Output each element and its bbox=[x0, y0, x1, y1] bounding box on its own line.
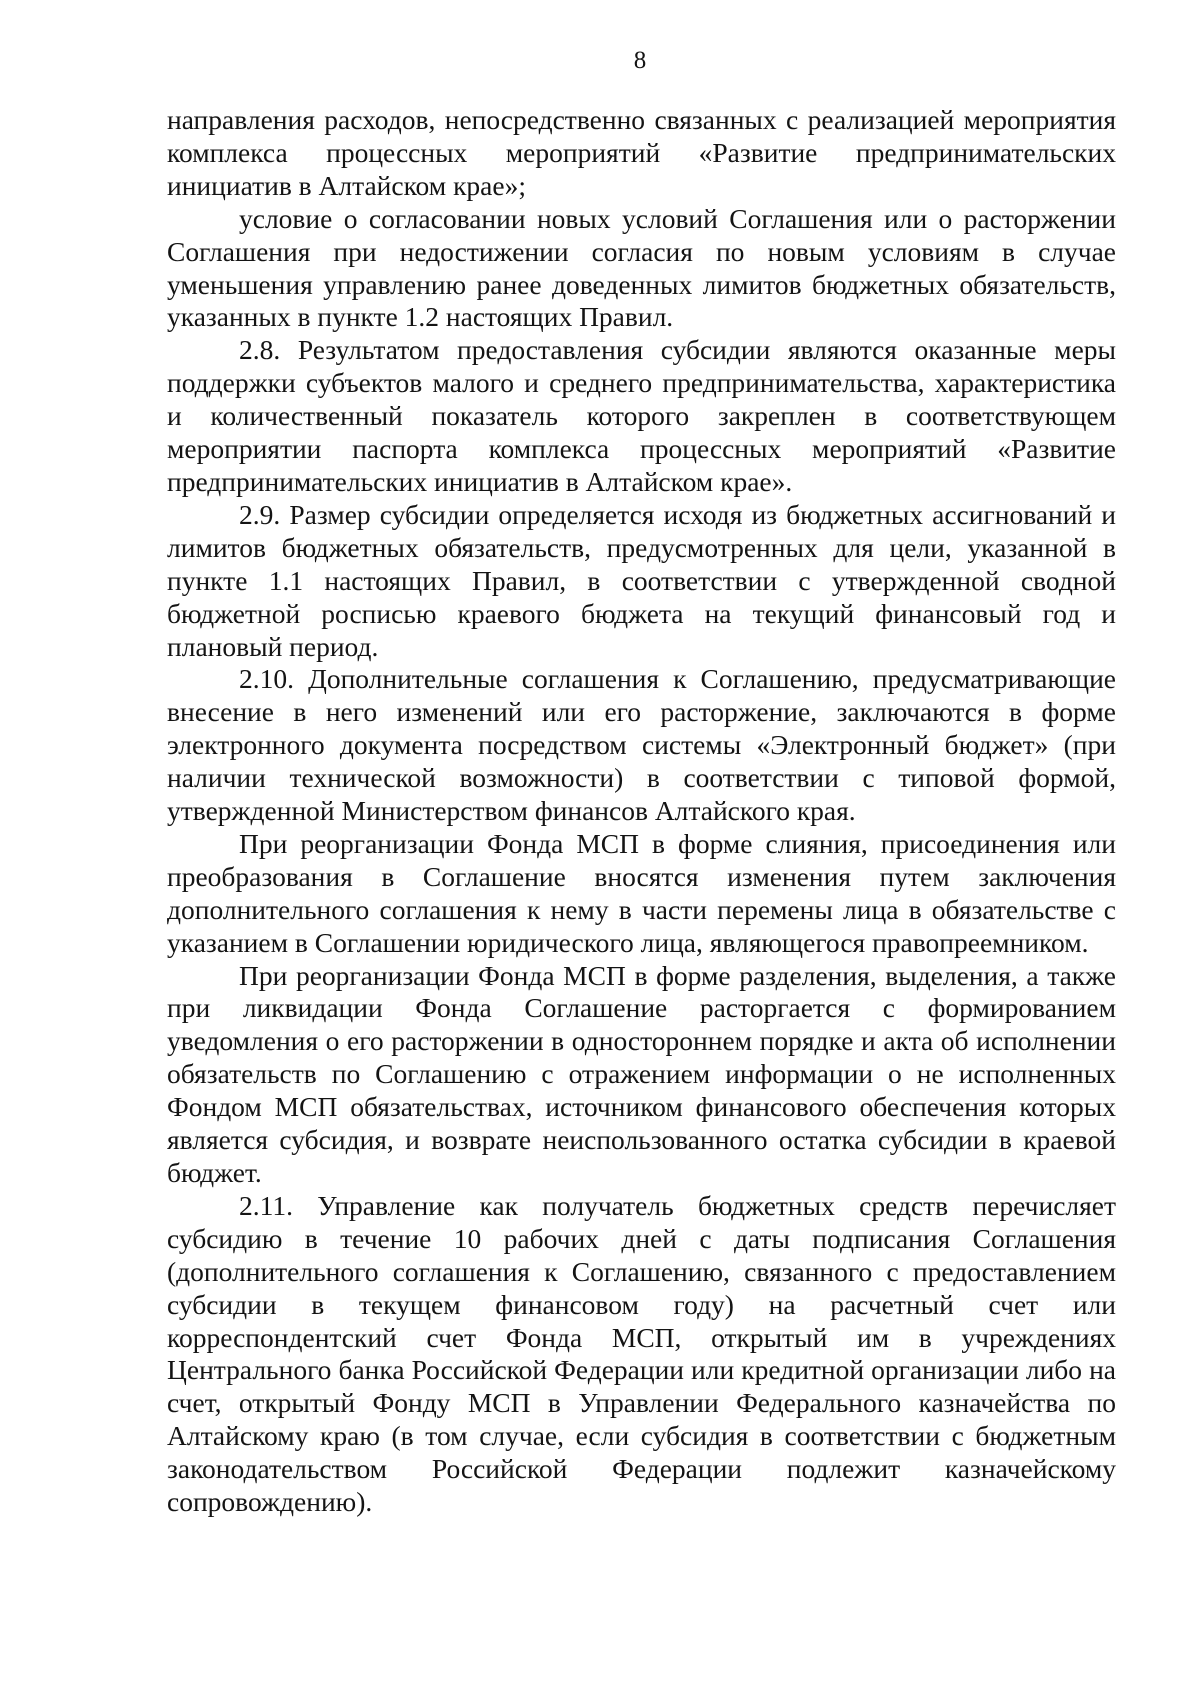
paragraph-continuation: направления расходов, непосредственно связанных с реализацией мероприятия комплекса процессных мероприятий «Развитие предпринимательских инициатив в Алтайском крае»; bbox=[167, 104, 1116, 201]
paragraph-agreement-conditions: условие о согласовании новых условий Соглашения или о расторжении Соглашения при недостижении согласия по новым условиям в случае уменьшения управлению ранее доведенных лимитов бюджетных обязательств, указанных в пункте 1.2 настоящих Правил. bbox=[167, 202, 1116, 333]
paragraph-2-11: 2.11. Управление как получатель бюджетных средств перечисляет субсидию в течение 10 рабочих дней с даты подписания Соглашения (дополнительного соглашения к Соглашению, связанного с предоставлением субсидии в текущем финансовом году) на расчетный счет или корреспондентский счет Фонда МСП, открытый им в учреждениях Центрального банка Российской Федерации или кредитной организации либо на счет, открытый Фонду МСП в Управлении Федерального казначейства по Алтайскому краю (в том случае, если субсидия в соответствии с бюджетным законодательством Российской Федерации подлежит казначейскому сопровождению). bbox=[167, 1189, 1116, 1518]
document-body bbox=[167, 104, 1116, 1519]
paragraph-2-10: 2.10. Дополнительные соглашения к Соглашению, предусматривающие внесение в него изменений или его расторжение, заключаются в форме электронного документа посредством системы «Электронный бюджет» (при наличии технической возможности) в соответствии с типовой формой, утвержденной Министерством финансов Алтайского края. bbox=[167, 663, 1116, 827]
paragraph-reorganization-merger: При реорганизации Фонда МСП в форме слияния, присоединения или преобразования в Соглашение вносятся изменения путем заключения дополнительного соглашения к нему в части перемены лица в обязательстве с указанием в Соглашении юридического лица, являющегося правопреемником. bbox=[167, 827, 1116, 958]
paragraph-reorganization-division: При реорганизации Фонда МСП в форме разделения, выделения, а также при ликвидации Фонда Соглашение расторгается с формированием уведомления о его расторжении в одностороннем порядке и акта об исполнении обязательств по Соглашению с отражением информации о не исполненных Фондом МСП обязательствах, источником финансового обеспечения которых является субсидия, и возврате неиспользованного остатка субсидии в краевой бюджет. bbox=[167, 959, 1116, 1188]
paragraph-2-9: 2.9. Размер субсидии определяется исходя из бюджетных ассигнований и лимитов бюджетных обязательств, предусмотренных для цели, указанной в пункте 1.1 настоящих Правил, в соответствии с утвержденной сводной бюджетной росписью краевого бюджета на текущий финансовый год и плановый период. bbox=[167, 498, 1116, 662]
page-number: 8 bbox=[633, 47, 647, 74]
paragraph-2-8: 2.8. Результатом предоставления субсидии являются оказанные меры поддержки субъектов малого и среднего предпринимательства, характеристика и количественный показатель которого закреплен в соответствующем мероприятии паспорта комплекса процессных мероприятий «Развитие предпринимательских инициатив в Алтайском крае». bbox=[167, 334, 1116, 497]
